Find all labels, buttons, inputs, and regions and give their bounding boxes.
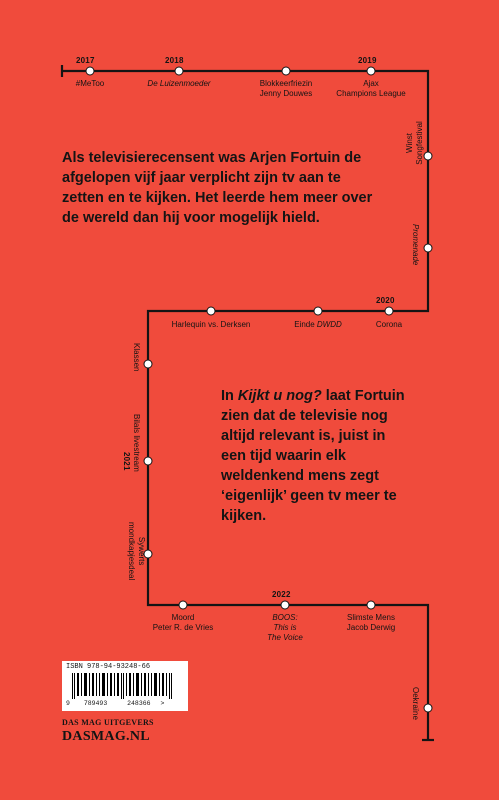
event-sywerts (126, 522, 146, 580)
isbn-barcode (62, 661, 188, 711)
event-winst-line1: Winst (405, 133, 414, 153)
isbn-number: ISBN 978-94-93248-66 (66, 663, 151, 671)
timeline-dot-winst (424, 152, 432, 160)
event-einde-word: Einde (294, 320, 315, 329)
timeline-dot-luizenmoeder (175, 67, 183, 75)
publisher-website[interactable]: DASMAG.NL (62, 729, 150, 744)
barcode-group-1: 789493 (83, 700, 108, 707)
event-oekraine: Oekraïne (411, 687, 420, 720)
timeline-dot-moord (179, 601, 187, 609)
event-winst-line2: Songfestival (415, 121, 424, 165)
event-moord (133, 613, 233, 633)
timeline-dot-harlequin (207, 307, 215, 315)
event-ajax-line2: Champions League (336, 89, 406, 98)
barcode-group-2: 248366 (127, 700, 151, 707)
timeline-dot-oekraine (424, 704, 432, 712)
timeline-dot-bilals (144, 457, 152, 465)
event-corona: Corona (375, 320, 403, 329)
barcode-bars (66, 673, 184, 699)
event-luizenmoeder (139, 79, 219, 89)
timeline-dot-metoo (86, 67, 94, 75)
timeline-dot-slimste (367, 601, 375, 609)
event-moord-line1: Moord (171, 613, 195, 622)
timeline-dot-promenade (424, 244, 432, 252)
event-klassen: Klassen (132, 343, 141, 372)
publisher-name: DAS MAG UITGEVERS (62, 718, 154, 727)
event-slimste (331, 613, 411, 633)
barcode-digits (66, 700, 184, 707)
blurb-paragraph-1: Als televisierecensent was Arjen Fortuin de afgelopen vijf jaar verplicht zijn tv aan te zetten en te kijken. Het leerde hem meer over de wereld dan hij voor mogelijk hield. (62, 150, 373, 226)
event-moord-line2: Peter R. de Vries (152, 623, 214, 632)
barcode-arrow: > (160, 700, 165, 707)
event-boos-line3: The Voice (267, 633, 303, 642)
event-winst-songfestival (405, 113, 425, 173)
year-label-2021: 2021 (122, 452, 131, 471)
event-blokkeerfriezin-line1: Blokkeerfriezin (259, 79, 313, 88)
timeline-dot-blokkeerfriezin (282, 67, 290, 75)
barcode-first-digit: 9 (66, 700, 70, 707)
event-metoo: #MeToo (75, 79, 105, 88)
timeline-dot-ajax (367, 67, 375, 75)
book-title: Kijkt u nog? (237, 388, 322, 404)
event-harlequin: Harlequin vs. Derksen (171, 320, 251, 329)
timeline-dot-boos (281, 601, 289, 609)
event-blokkeerfriezin (241, 79, 331, 99)
event-slimste-line1: Slimste Mens (346, 613, 395, 622)
year-label-2018: 2018 (165, 56, 184, 65)
timeline-dot-corona (385, 307, 393, 315)
event-slimste-line2: Jacob Derwig (346, 623, 396, 632)
year-label-2022: 2022 (272, 590, 291, 599)
event-boos-line2: This is (273, 623, 297, 632)
year-label-2019: 2019 (358, 56, 377, 65)
event-einde-dwdd (288, 320, 348, 330)
event-luizenmoeder-title: De Luizenmoeder (147, 79, 211, 88)
event-sywerts-line1: Sywerts (137, 536, 146, 566)
event-ajax (321, 79, 421, 99)
year-label-2017: 2017 (76, 56, 95, 65)
event-dwdd-title: DWDD (316, 320, 342, 329)
blurb-paragraph-2-rest: laat Fortuin zien dat de televisie nog altijd relevant is, juist in een tijd waarin elk weldenkend mens zegt ‘eigenlijk’ geen tv meer te kijken. (221, 388, 405, 524)
timeline-dot-einde-dwdd (314, 307, 322, 315)
blurb-paragraph-2-prefix: In (221, 388, 238, 404)
year-label-2020: 2020 (376, 296, 395, 305)
event-ajax-line1: Ajax (363, 79, 379, 88)
timeline-dot-klassen (144, 360, 152, 368)
event-boos-line1: BOOS: (272, 613, 298, 622)
event-blokkeerfriezin-line2: Jenny Douwes (259, 89, 313, 98)
event-sywerts-line2: mondkapjesdeal (127, 522, 136, 581)
event-promenade-title: Promenade (411, 224, 420, 266)
event-bilals: Bilals livestream (132, 414, 141, 472)
event-promenade (410, 224, 420, 265)
event-boos (255, 613, 315, 643)
blurb-paragraph-2 (221, 386, 406, 526)
